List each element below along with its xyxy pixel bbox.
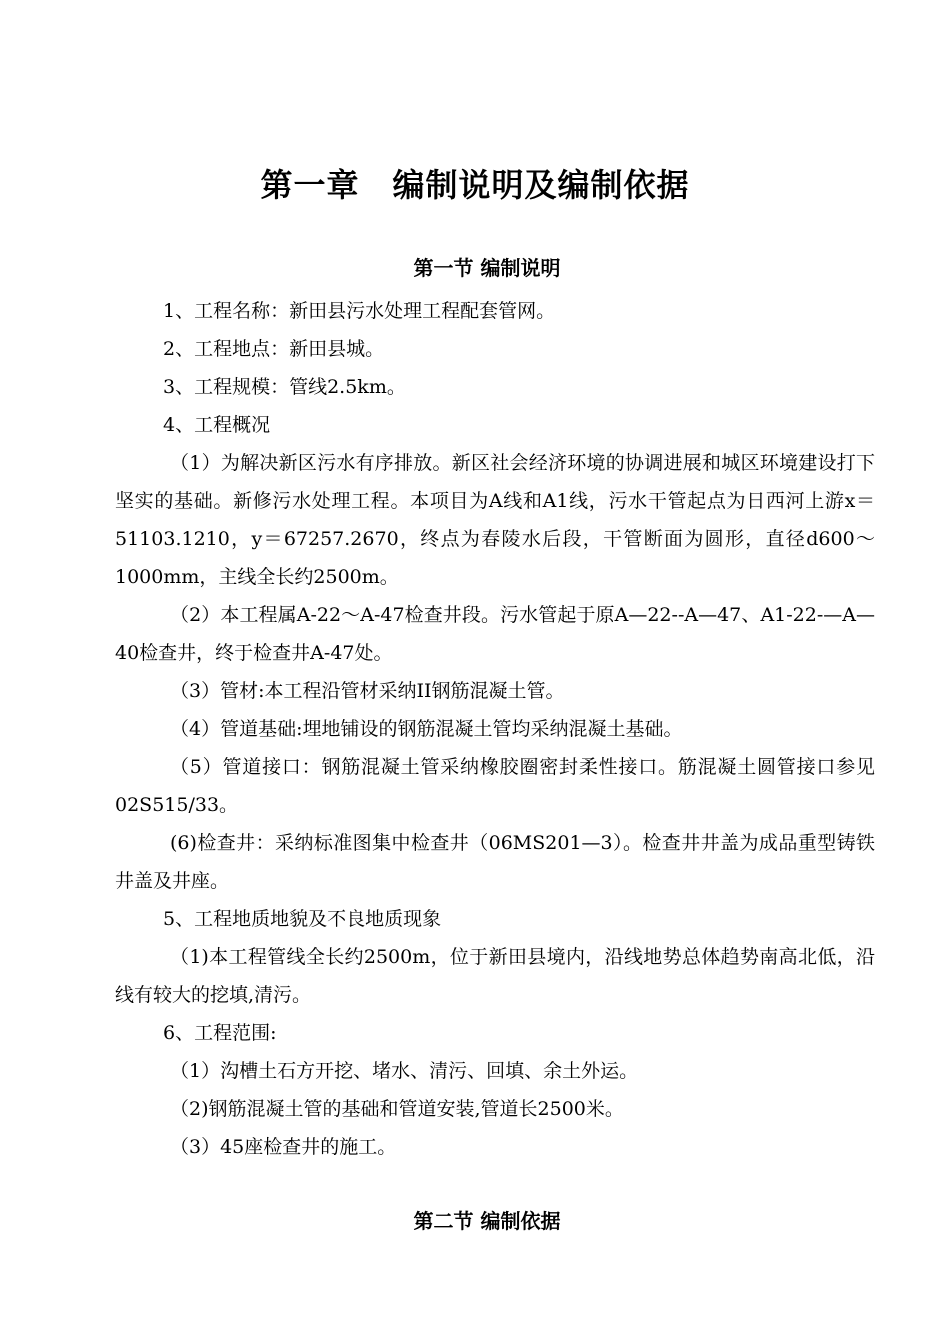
paragraph-overview-2: （2）本工程属A-22～A-47检查井段。污水管起于原A—22--A—47、A1-22-—A—40检查井，终于检查井A-47处。 bbox=[115, 604, 875, 664]
paragraph-scope-3: （3）45座检查井的施工。 bbox=[170, 1136, 397, 1158]
paragraph-scope-2: （2)钢筋混凝土管的基础和管道安装,管道长2500米。 bbox=[170, 1098, 624, 1120]
paragraph-project-name: 1、工程名称：新田县污水处理工程配套管网。 bbox=[163, 300, 556, 322]
document-body bbox=[115, 292, 875, 1166]
paragraph-geology-heading: 5、工程地质地貌及不良地质现象 bbox=[163, 908, 442, 930]
paragraph-project-location: 2、工程地点：新田县城。 bbox=[163, 338, 385, 360]
paragraph-overview-4: （4）管道基础:埋地铺设的钢筋混凝土管均采纳混凝土基础。 bbox=[170, 718, 683, 740]
chapter-title: 第一章 编制说明及编制依据 bbox=[260, 166, 690, 204]
paragraph-project-overview-heading: 4、工程概况 bbox=[163, 414, 271, 436]
section-title-compilation-basis: 第二节 编制依据 bbox=[413, 1209, 561, 1233]
paragraph-overview-6: (6)检查井：采纳标准图集中检查井（06MS201—3）。检查井井盖为成品重型铸铁井盖及井座。 bbox=[115, 832, 875, 892]
paragraph-overview-5: （5）管道接口：钢筋混凝土管采纳橡胶圈密封柔性接口。筋混凝土圆管接口参见02S515/33。 bbox=[115, 756, 875, 816]
paragraph-project-scale: 3、工程规模：管线2.5km。 bbox=[163, 376, 406, 398]
paragraph-geology-1: （1)本工程管线全长约2500m，位于新田县境内，沿线地势总体趋势南高北低，沿线有较大的挖填,清污。 bbox=[115, 946, 875, 1006]
section-title-compilation-notes: 第一节 编制说明 bbox=[413, 256, 561, 280]
paragraph-overview-3: （3）管材:本工程沿管材采纳II钢筋混凝土管。 bbox=[170, 680, 565, 702]
paragraph-scope-heading: 6、工程范围: bbox=[163, 1022, 277, 1044]
paragraph-overview-1: （1）为解决新区污水有序排放。新区社会经济环境的协调进展和城区环境建设打下坚实的基础。新修污水处理工程。本项目为A线和A1线，污水干管起点为日西河上游x＝51103.1210，y＝67257.2670，终点为春陵水后段，干管断面为圆形，直径d600～1000mm，主线全长约2500m。 bbox=[115, 452, 875, 588]
paragraph-scope-1: （1）沟槽土石方开挖、堵水、清污、回填、余土外运。 bbox=[170, 1060, 639, 1082]
